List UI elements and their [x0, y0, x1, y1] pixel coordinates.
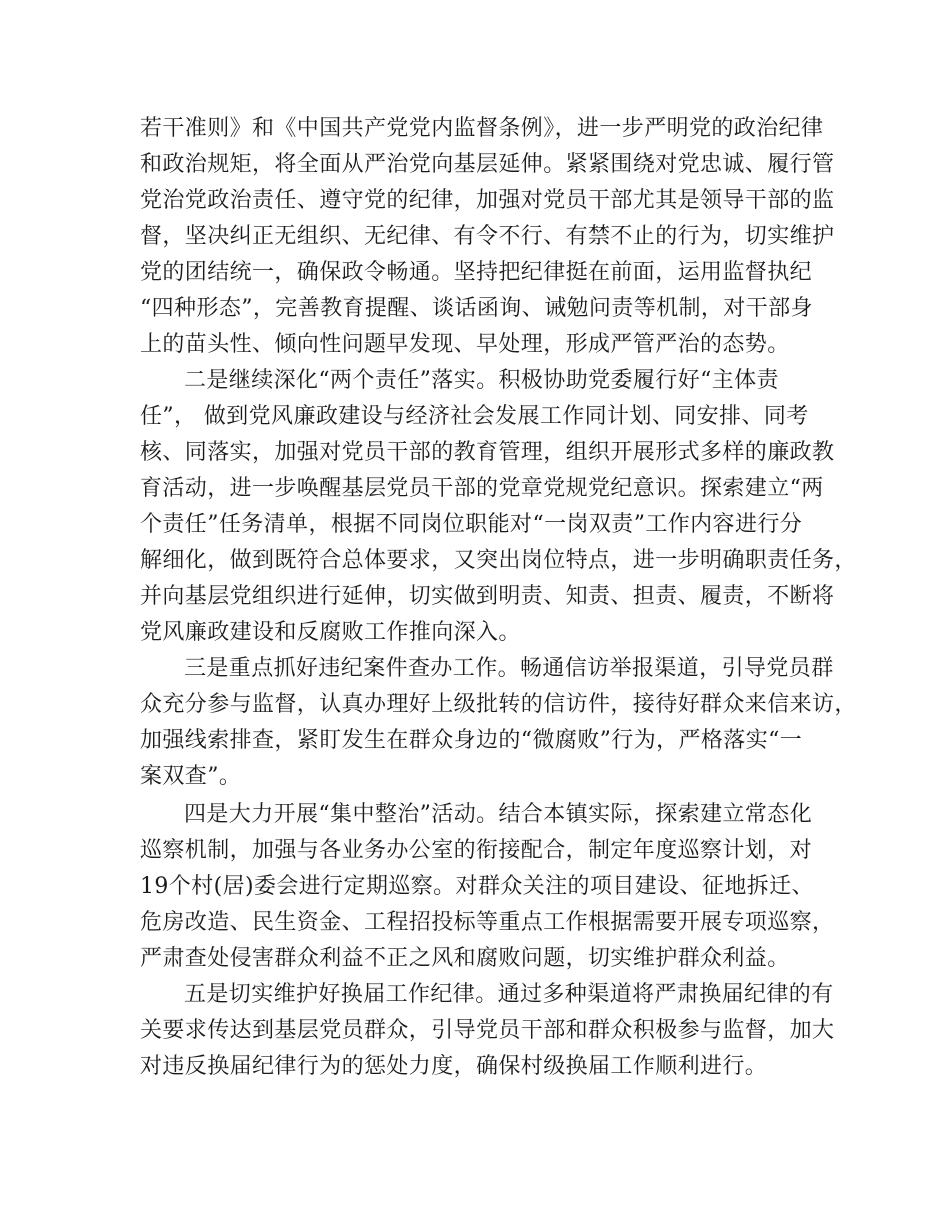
text-line: 任”， 做到党风廉政建设与经济社会发展工作同计划、同安排、同考 — [140, 404, 809, 429]
text-line: 上的苗头性、倾向性问题早发现、早处理，形成严管严治的态势。 — [140, 332, 790, 357]
text-line: 案双查”。 — [140, 764, 242, 789]
text-line: 并向基层党组织进行延伸，切实做到明责、知责、担责、履责，不断将 — [140, 584, 835, 609]
text-line: 关要求传达到基层党员群众，引导党员干部和群众积极参与监督，加大 — [140, 1018, 835, 1043]
text-line: 危房改造、民生资金、工程招投标等重点工作根据需要开展专项巡察， — [140, 910, 835, 935]
text-line: 众充分参与监督，认真办理好上级批转的信访件，接待好群众来信来访， — [140, 692, 857, 717]
text-line: 个责任”任务清单，根据不同岗位职能对“一岗双责”工作内容进行分 — [140, 512, 803, 537]
paragraph-5-first-line: 五是切实维护好换届工作纪律。通过多种渠道将严肃换届纪律的有 — [184, 982, 834, 1007]
text-line: 若干准则》和《中国共产党党内监督条例》，进一步严明党的政治纪律 — [140, 116, 824, 141]
text-line: 对违反换届纪律行为的惩处力度，确保村级换届工作顺利进行。 — [140, 1054, 768, 1079]
text-line: “四种形态”，完善教育提醒、谈话函询、诫勉问责等机制，对干部身 — [140, 296, 813, 321]
text-line: 解细化，做到既符合总体要求，又突出岗位特点，进一步明确职责任务， — [140, 548, 857, 573]
text-line: 育活动，进一步唤醒基层党员干部的党章党规党纪意识。探索建立“两 — [140, 476, 824, 501]
paragraph-2-first-line: 二是继续深化“两个责任”落实。积极协助党委履行好“主体责 — [184, 368, 779, 393]
text-line: 党治党政治责任、遵守党的纪律，加强对党员干部尤其是领导干部的监 — [140, 188, 835, 213]
text-line: 和政治规矩，将全面从严治党向基层延伸。紧紧围绕对党忠诚、履行管 — [140, 152, 835, 177]
text-line: 严肃查处侵害群众利益不正之风和腐败问题，切实维护群众利益。 — [140, 946, 790, 971]
paragraph-3-first-line: 三是重点抓好违纪案件查办工作。畅通信访举报渠道，引导党员群 — [184, 656, 834, 681]
text-line: 党风廉政建设和反腐败工作推向深入。 — [140, 620, 521, 645]
text-line: 加强线索排查，紧盯发生在群众身边的“微腐败”行为，严格落实“一 — [140, 728, 803, 753]
text-line: 督，坚决纠正无组织、无纪律、有令不行、有禁不止的行为，切实维护 — [140, 224, 835, 249]
text-line: 19个村(居)委会进行定期巡察。对群众关注的项目建设、征地拆迁、 — [140, 874, 814, 899]
text-line: 党的团结统一，确保政令畅通。坚持把纪律挺在前面，运用监督执纪 — [140, 260, 813, 285]
text-line: 巡察机制，加强与各业务办公室的衔接配合，制定年度巡察计划，对 — [140, 838, 813, 863]
text-line: 核、同落实，加强对党员干部的教育管理，组织开展形式多样的廉政教 — [140, 440, 835, 465]
paragraph-4-first-line: 四是大力开展“集中整治”活动。结合本镇实际，探索建立常态化 — [184, 802, 813, 827]
